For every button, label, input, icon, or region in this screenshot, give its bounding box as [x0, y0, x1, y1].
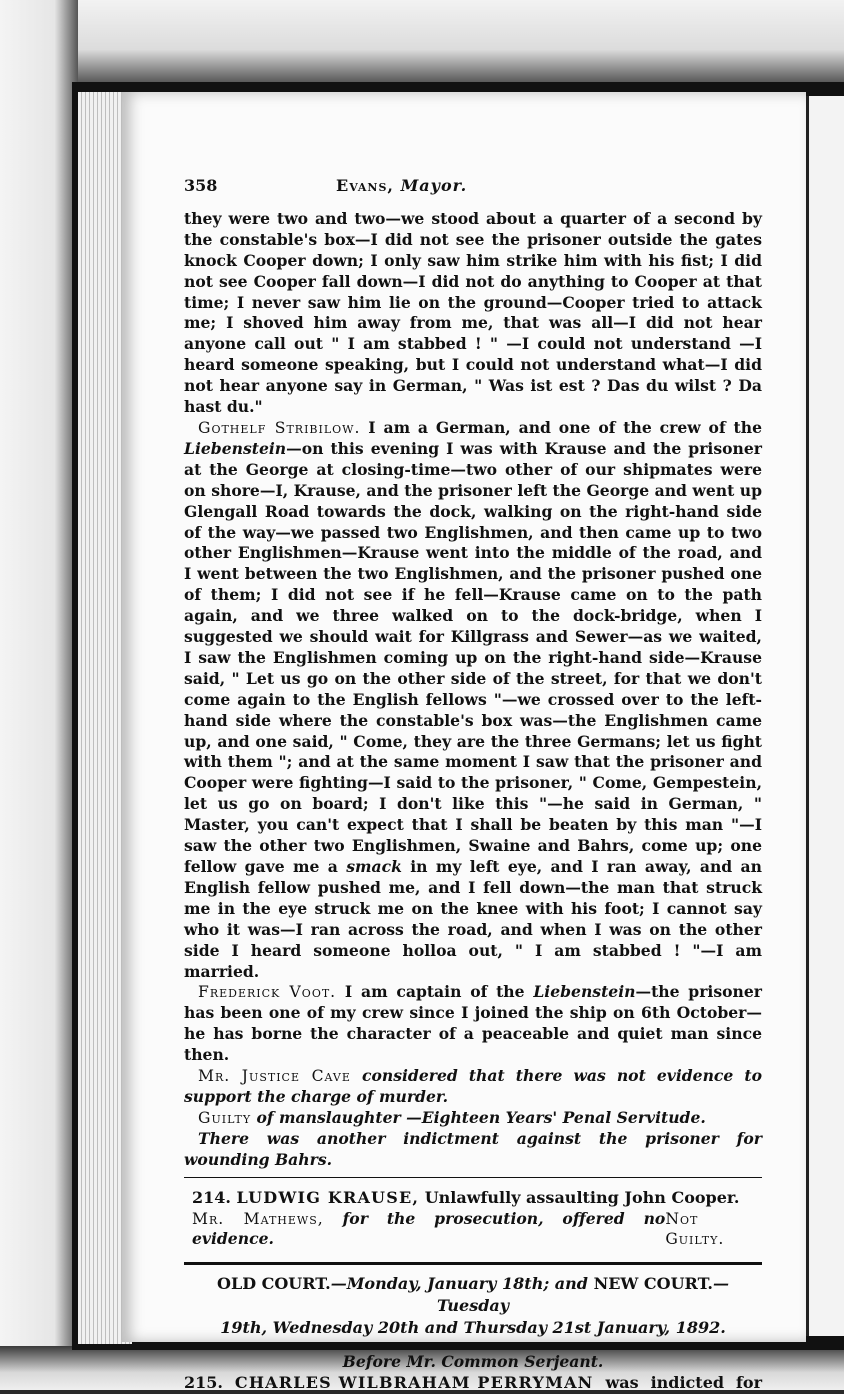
court-session-line-1 — [184, 1273, 762, 1317]
court-session-heading — [184, 1273, 762, 1339]
judge-ruling — [184, 1066, 762, 1108]
ruling-text: considered that there was not evidence to support the charge of murder. — [184, 1066, 762, 1106]
verdict-line — [184, 1108, 762, 1129]
case-text: indicted — [650, 1373, 725, 1393]
ship-name: Liebenstein — [184, 438, 287, 458]
case-215-title — [184, 1373, 762, 1394]
indictment-note: There was another indictment against the prisoner for wounding Bahrs. — [184, 1128, 762, 1169]
ship-name: Liebenstein — [533, 982, 636, 1002]
case-charge: Unlawfully assaulting John Cooper. — [419, 1187, 740, 1207]
witness-voot-paragraph — [184, 982, 762, 1066]
testimony-text: I am captain of the — [336, 982, 534, 1002]
page-number: 358 — [184, 176, 218, 195]
sentence-text: of manslaughter —Eighteen Years' Penal Servitude. — [251, 1107, 706, 1127]
presiding-judge: Before Mr. Common Serjeant. — [342, 1352, 604, 1372]
running-head — [336, 176, 467, 197]
page-content — [184, 176, 762, 1394]
court-session-line-2: 19th, Wednesday 20th and Thursday 21st January, 1892. — [220, 1318, 726, 1338]
testimony-paragraph: they were two and two—we stood about a quarter of a second by the constable's box—I did not see the prisoner outside the gates knock Cooper down; I only saw him strike him with his fist; I did not see Cooper fall down—I did not do anything to Cooper at that time; I never saw him lie on the ground—Cooper tried to attack me; I shoved him away from me, that was all—I did not hear anyone call out " I am stabbed ! " —I could not understand —I heard someone speaking, but I could not understand what—I did not hear anyone say in German, " Was ist est ? Das du wilst ? Da hast du." — [184, 208, 762, 417]
judge-name: Mr. Justice Cave — [198, 1067, 351, 1086]
running-header — [184, 176, 762, 197]
session-divider — [184, 1262, 762, 1265]
section-divider — [184, 1177, 762, 1178]
case-verdict: Not Guilty. — [665, 1209, 725, 1249]
witness-name: Frederick Voot. — [198, 983, 337, 1002]
case-number: 214. — [192, 1187, 231, 1207]
scan-margin-top — [0, 0, 844, 90]
session-dates: —Monday, January 18th; and — [330, 1274, 594, 1294]
short-divider — [428, 1347, 518, 1348]
old-court-label: OLD COURT. — [217, 1274, 331, 1294]
defendant-name: LUDWIG KRAUSE, — [236, 1187, 420, 1207]
testimony-text: —the prisoner has been one of my crew since I joined the ship on 6th October—he has borne the character of a peaceable and quiet man since then. — [184, 982, 762, 1065]
verdict-word: Guilty — [198, 1108, 252, 1127]
case-text: was — [605, 1373, 639, 1393]
running-head-name: Evans, — [336, 176, 394, 195]
session-day: —Tuesday — [436, 1274, 729, 1316]
case-number: 215. — [184, 1373, 223, 1393]
case-214-outcome — [184, 1209, 762, 1251]
counsel-text: for the prosecution, offered no evidence. — [192, 1208, 666, 1249]
witness-name: Gothelf Stribilow. — [198, 418, 361, 437]
case-text: for — [736, 1373, 762, 1393]
counsel-line — [192, 1209, 665, 1251]
facing-page-edge — [806, 96, 844, 1336]
witness-stribilow-paragraph — [184, 418, 762, 982]
testimony-text: —on this evening I was with Krause and the prisoner at the George at closing-time—two other of our shipmates were on shore—I, Krause, and the prisoner left the George and went up Glengall Road towards the dock, walking on the right-hand side of the way—we passed two Englishmen, and then came up to two other Englishmen—Krause went into the middle of the road, and I went between the two Englishmen, and the prisoner pushed one of them; I did not see if he fell—Krause came on to the path again, and we three walked on to the dock-bridge, when I suggested we should wait for Killgrass and Sewer—as we waited, I saw the Englishmen coming up on the right-hand side—Krause said, " Let us go on the other side of the street, for that we don't come again to the English fellows "—we crossed over to the left-hand side where the constable's box was—the Englishmen came up, and one said, " Come, they are the three Germans; let us fight with them "; and at the same moment I saw that the prisoner and Cooper were fighting—I said to the prisoner, " Come, Gempestein, let us go on board; I don't like this "—he said in German, " Master, you can't expect that I shall be beaten by this man "—I saw the other two Englishmen, Swaine and Bahrs, come up; one fellow gave me a — [184, 438, 762, 876]
counsel-name: Mr. Mathews, — [192, 1209, 324, 1228]
book-page — [122, 92, 806, 1393]
defendant-name: CHARLES WILBRAHAM PERRYMAN — [234, 1373, 594, 1393]
new-court-label: NEW COURT. — [593, 1274, 713, 1294]
scan-margin-left — [0, 0, 78, 1390]
running-head-title: Mayor. — [400, 176, 468, 195]
testimony-text: in my left eye, and I ran away, and an English fellow pushed me, and I fell down—the man that struck me in the eye struck me on the knee with his foot; I cannot say who it was—I ran across the road, and when I was on the other side I heard someone holloa out, " I am stabbed ! "—I am married. — [184, 857, 762, 981]
case-214-title — [184, 1188, 762, 1209]
testimony-text: I am a German, and one of the crew of the — [360, 417, 762, 437]
italic-word: smack — [346, 857, 402, 876]
